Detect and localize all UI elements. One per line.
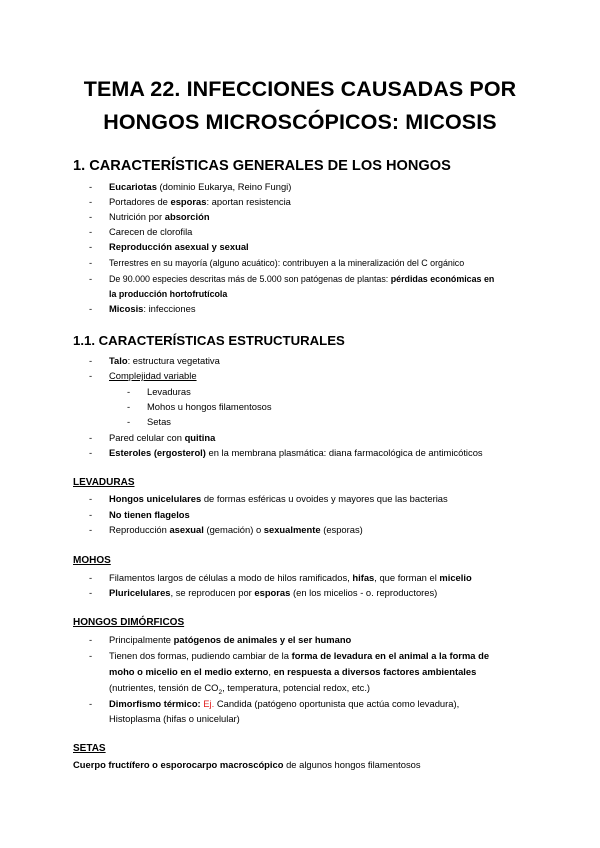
document-page: TEMA 22. INFECCIONES CAUSADAS POR HONGOS MICROSCÓPICOS: MICOSIS 1. CARACTERÍSTICAS GENERALES DE LOS HONGOS - Eucariotas (dominio Eukarya, Reino Fungi) - Portadores de esporas: aportan resistencia - Nutrición por absorción - Carecen de clorofila - Reproducción asexual y sexual - Terrestres en su mayoría (alguno acuático): contribuyen a la mineralización del C orgánico - De 90.000 especies descritas más de 5.000 son patógenas de plantas: pérdidas económicas en la producción hortofrutícola - Micosis: infecciones 1.1. CARACTERÍSTICAS ESTRUCTURALES - Talo: estructura vegetativa - Complejidad variable - Levaduras - Mohos u hongos filamentosos - Setas - Pared celular con quitina - Esteroles (ergosterol) en la membrana plasmática: diana farmacológica de antimicóticos LEVADURAS - Hongos unicelulares de formas esféricas u ovoides y mayores que las bacterias - No tienen flagelos - Reproducción asexual (gemación) o sexualmente (esporas) MOHOS - Filamentos largos de células a modo de hilos ramificados, hifas, que forman el micelio - Pluricelulares, se reproducen por esporas (en los micelios - o. reproductores) HONGOS DIMÓRFICOS - Principalmente patógenos de animales y el ser humano - Tienen dos formas, pudiendo cambiar de la forma de levadura en el animal a la forma de moho o micelio en el medio externo, en respuesta a diversos factores ambientales (nutrientes, tensión de $CO_2$, temperatura, potencial redox, etc.) - Dimorfismo térmico: Ej. Candida (patógeno oportunista que actúa como levadura), Histoplasma (hifas o unicelular) SETAS Cuerpo fructífero o esporocarpo macroscópico de algunos hongos filamentosos <box>0 0 600 848</box>
subsection-heading-dimorficos: HONGOS DIMÓRFICOS <box>73 617 185 628</box>
section-heading: 1. CARACTERÍSTICAS GENERALES DE LOS HONGOS <box>73 158 451 174</box>
page-title-line-2: HONGOS MICROSCÓPICOS: MICOSIS <box>103 110 497 134</box>
paragraph: Cuerpo fructífero o esporocarpo macroscópico de algunos hongos filamentosos <box>73 759 421 770</box>
page-title-line-1: TEMA 22. INFECCIONES CAUSADAS POR <box>83 77 517 101</box>
subsection-heading-setas: SETAS <box>73 743 106 754</box>
section-heading: 1.1. CARACTERÍSTICAS ESTRUCTURALES <box>73 333 345 348</box>
subsection-heading-levaduras: LEVADURAS <box>73 477 135 488</box>
subsection-heading-mohos: MOHOS <box>73 555 111 566</box>
